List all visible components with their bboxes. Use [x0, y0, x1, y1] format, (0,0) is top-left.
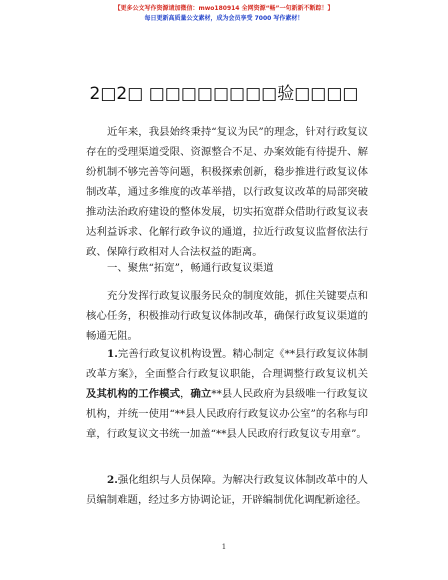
paragraph-text [86, 470, 368, 510]
promo-line-2: 每日更新高质量公文素材，成为会员享受 7000 写作素材！ [144, 15, 304, 22]
numbered-paragraph-1 [86, 344, 368, 444]
paragraph-text [86, 344, 368, 444]
numbered-paragraph-2 [86, 470, 368, 510]
item-text: 强化组织与人员保障。为解决行政复议体制改革中的人员编制难题，经过多方协调论证，开辟编制优化调配新途径。 [86, 474, 368, 506]
section-paragraph [86, 286, 368, 346]
document-title: 2□2□ □□□□□□□□验□□□□ [89, 84, 359, 104]
item-text: 完善行政复议机构设置。精心制定《**县行政复议体制改革方案》，全面整合行政复议职能，合理调整行政复议机关 [86, 348, 368, 380]
section-heading [86, 258, 368, 278]
page-number: 1 [221, 543, 227, 551]
paragraph-text: 近年来，我县始终秉持“复议为民”的理念，针对行政复议存在的受理渠道受限、资源整合不足、办案效能有待提升、解纷机制不够完善等问题，积极探索创新，稳步推进行政复议体制改革，通过多维度的改革举措，以行政复议改革的局部突破推动法治政府建设的整体发展，切实拓宽群众借助行政复议表达利益诉求、化解行政争议的通道，拉近行政复议监督依法行政、保障行政相对人合法权益的距离。 [86, 126, 368, 258]
paragraph-text: 充分发挥行政复议服务民众的制度效能，抓住关键要点和核心任务，积极推动行政复议体制改革，确保行政复议渠道的畅通无阻。 [86, 290, 368, 342]
item-text: ， [180, 388, 191, 400]
item-number: 2. [107, 474, 118, 486]
bold-phrase: 确立 [190, 388, 212, 400]
item-text: **县人民政府为县级唯一行政复议机构，并统一使用“**县人民政府行政复议办公室”的名称与印章，行政复议文书统一加盖“**县人民政府行政复议专用章”。 [86, 388, 369, 440]
heading-text: 一、聚焦“拓宽”，畅通行政复议渠道 [107, 262, 274, 274]
item-number: 1. [107, 348, 118, 360]
intro-paragraph [86, 122, 368, 262]
bold-phrase: 及其机构的工作模式 [86, 388, 181, 400]
promo-line-1: 【更多公文写作资源请加微信：mwo180914 全网资源“畅”一句新新不断踪！】 [114, 5, 334, 12]
promo-banner [0, 4, 448, 24]
